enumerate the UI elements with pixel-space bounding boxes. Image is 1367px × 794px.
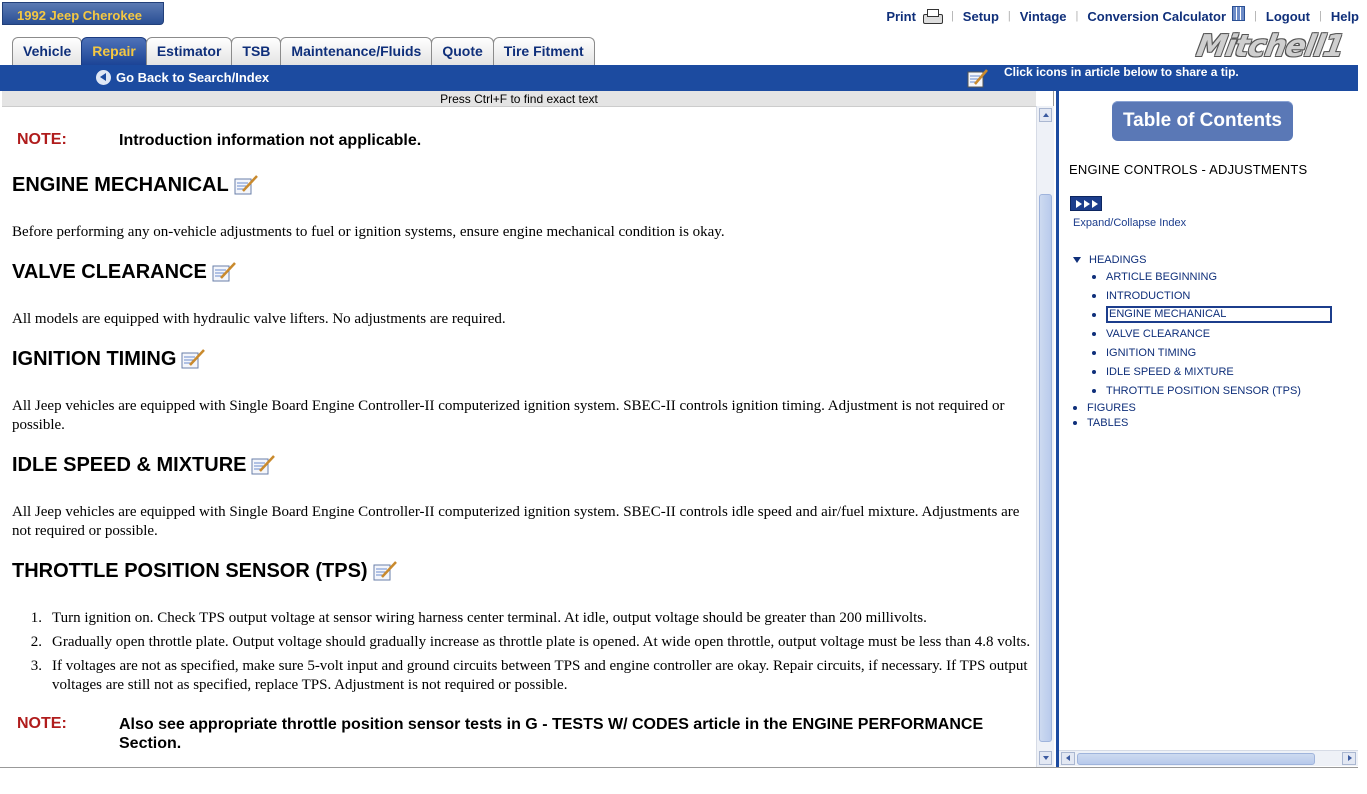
toc-headings-list (1073, 267, 1343, 400)
scroll-down-arrow-icon[interactable] (1039, 751, 1052, 765)
tab-estimator[interactable]: Estimator (146, 37, 233, 65)
heading-text: IDLE SPEED & MIXTURE (12, 454, 247, 476)
share-tip-text: Click icons in article below to share a tip. (1004, 65, 1239, 79)
paragraph-ignition-timing: All Jeep vehicles are equipped with Single Board Engine Controller-II computerized ignition system. SBEC-II controls ignition timing. Adjustment is not required or possible. (12, 398, 1005, 433)
note-label: NOTE: (17, 715, 67, 732)
share-tip-icon[interactable] (233, 173, 261, 197)
note-label: NOTE: (17, 131, 67, 148)
bullet-icon (1092, 313, 1096, 317)
toc-item-throttle-position-sensor[interactable] (1092, 381, 1343, 400)
toc-horizontal-scrollbar[interactable] (1059, 750, 1358, 766)
toc-node-label: TABLES (1087, 416, 1129, 429)
note-text: Also see appropriate throttle position sensor tests in G - TESTS W/ CODES article in the ENGINE PERFORMANCE Section. (119, 716, 984, 752)
heading-text: THROTTLE POSITION SENSOR (TPS) (12, 560, 368, 582)
calculator-icon[interactable] (1232, 6, 1245, 21)
share-tip-icon[interactable] (211, 260, 239, 284)
toc-item-label: THROTTLE POSITION SENSOR (TPS) (1106, 384, 1301, 397)
step-text: Turn ignition on. Check TPS output voltage at sensor wiring harness center terminal. At idle, output voltage should be greater than 200 millivolts. (52, 610, 927, 626)
bullet-icon (1092, 370, 1096, 374)
heading-valve-clearance (12, 260, 239, 284)
bullet-icon (1073, 421, 1077, 425)
heading-throttle-position-sensor (12, 559, 400, 583)
conversion-calculator-link[interactable]: Conversion Calculator (1087, 8, 1227, 24)
toc-item-engine-mechanical[interactable] (1092, 305, 1343, 324)
step-number: 2. (30, 634, 42, 650)
separator: | (1075, 10, 1079, 22)
scroll-left-arrow-icon[interactable] (1061, 752, 1075, 765)
tip-notepad-icon (966, 67, 990, 89)
list-item (12, 609, 1032, 628)
step-number: 3. (30, 658, 42, 674)
toc-item-label: ENGINE MECHANICAL (1106, 306, 1332, 323)
action-bar (0, 65, 1358, 91)
paragraph-idle-speed-mixture: All Jeep vehicles are equipped with Single Board Engine Controller-II computerized ignition system. SBEC-II controls idle speed and air/fuel mixture. Adjustments are not required or possible. (12, 504, 1020, 539)
toc-item-label: VALVE CLEARANCE (1106, 327, 1211, 340)
heading-ignition-timing (12, 347, 208, 371)
step-text: If voltages are not as specified, make sure 5-volt input and ground circuits between TPS and engine controller are okay. Repair circuits, if necessary. If TPS output voltages are still not as specified, replace TPS. Adjustment is not required or possible. (52, 658, 1028, 693)
article-body (2, 107, 1036, 767)
toc-item-introduction[interactable] (1092, 286, 1343, 305)
logout-link[interactable]: Logout (1265, 8, 1310, 24)
printer-icon[interactable] (922, 8, 942, 24)
separator: | (1254, 10, 1257, 22)
toc-headings-node[interactable] (1073, 252, 1343, 267)
mitchell1-logo: Mitchell1 (1193, 29, 1347, 64)
bullet-icon (1092, 275, 1096, 279)
back-arrow-icon (96, 70, 111, 85)
paragraph-valve-clearance: All models are equipped with hydraulic valve lifters. No adjustments are required. (12, 311, 506, 327)
main-tabs (12, 37, 594, 65)
setup-link[interactable]: Setup (962, 8, 999, 24)
toc-item-label: IDLE SPEED & MIXTURE (1106, 365, 1234, 378)
top-links (886, 6, 1359, 26)
tab-repair[interactable]: Repair (81, 37, 147, 65)
bullet-icon (1073, 406, 1077, 410)
article-pane (2, 91, 1054, 767)
find-hint: Press Ctrl+F to find exact text (2, 91, 1036, 107)
toc-node-label: HEADINGS (1089, 253, 1147, 266)
scroll-thumb[interactable] (1077, 753, 1315, 765)
table-of-contents-button[interactable]: Table of Contents (1112, 101, 1293, 141)
step-number: 1. (30, 610, 42, 626)
tps-steps-list (12, 609, 1032, 700)
bullet-icon (1092, 294, 1096, 298)
divider (0, 767, 1358, 768)
toc-pane (1056, 91, 1358, 767)
list-item (12, 657, 1032, 695)
note-text: Introduction information not applicable. (119, 132, 422, 149)
vintage-link[interactable]: Vintage (1019, 8, 1067, 24)
toc-item-label: ARTICLE BEGINNING (1106, 270, 1218, 283)
bullet-icon (1092, 389, 1096, 393)
tab-maintenance-fluids[interactable]: Maintenance/Fluids (280, 37, 432, 65)
tab-tsb[interactable]: TSB (231, 37, 281, 65)
toc-item-article-beginning[interactable] (1092, 267, 1343, 286)
separator: | (1318, 10, 1322, 22)
back-to-search-link[interactable] (96, 70, 269, 85)
vehicle-label[interactable]: 1992 Jeep Cherokee (2, 2, 164, 25)
toc-tree (1073, 252, 1343, 430)
toc-item-valve-clearance[interactable] (1092, 324, 1343, 343)
article-scrollbar[interactable] (1036, 106, 1054, 767)
heading-text: IGNITION TIMING (12, 348, 177, 370)
scroll-thumb[interactable] (1039, 194, 1052, 742)
separator: | (1007, 10, 1011, 22)
toc-node-label: FIGURES (1087, 401, 1136, 414)
back-link-label: Go Back to Search/Index (116, 70, 270, 85)
toc-item-idle-speed-mixture[interactable] (1092, 362, 1343, 381)
share-tip-icon[interactable] (372, 559, 400, 583)
share-tip-icon[interactable] (250, 453, 278, 477)
caret-down-icon (1073, 257, 1081, 263)
note-tps-tests (17, 715, 999, 753)
expand-collapse-arrows-icon[interactable] (1070, 196, 1102, 211)
print-link[interactable]: Print (886, 8, 916, 24)
tab-tire-fitment[interactable]: Tire Fitment (493, 37, 595, 65)
heading-text: VALVE CLEARANCE (12, 261, 207, 283)
share-tip-icon[interactable] (180, 347, 208, 371)
help-link[interactable]: Help (1330, 8, 1359, 24)
scroll-right-arrow-icon[interactable] (1342, 752, 1356, 765)
toc-figures-node[interactable] (1073, 400, 1343, 415)
bullet-icon (1092, 351, 1096, 355)
expand-collapse-link[interactable]: Expand/Collapse Index (1073, 217, 1187, 229)
toc-article-title: ENGINE CONTROLS - ADJUSTMENTS (1069, 162, 1308, 177)
scroll-up-arrow-icon[interactable] (1039, 108, 1052, 122)
list-item (12, 633, 1032, 652)
heading-text: ENGINE MECHANICAL (12, 174, 229, 196)
separator: | (950, 10, 954, 22)
toc-tables-node[interactable] (1073, 415, 1343, 430)
heading-idle-speed-mixture (12, 453, 278, 477)
bullet-icon (1092, 332, 1096, 336)
tab-quote[interactable]: Quote (431, 37, 493, 65)
toc-item-label: INTRODUCTION (1106, 289, 1191, 302)
note-introduction (17, 131, 999, 150)
toc-item-ignition-timing[interactable] (1092, 343, 1343, 362)
heading-engine-mechanical (12, 173, 261, 197)
step-text: Gradually open throttle plate. Output voltage should gradually increase as throttle plate is opened. At wide open throttle, output voltage must be less than 4.8 volts. (52, 634, 1031, 650)
tab-vehicle[interactable]: Vehicle (12, 37, 82, 65)
paragraph-engine-mechanical: Before performing any on-vehicle adjustments to fuel or ignition systems, ensure engine mechanical condition is okay. (12, 224, 725, 240)
toc-item-label: IGNITION TIMING (1106, 346, 1197, 359)
